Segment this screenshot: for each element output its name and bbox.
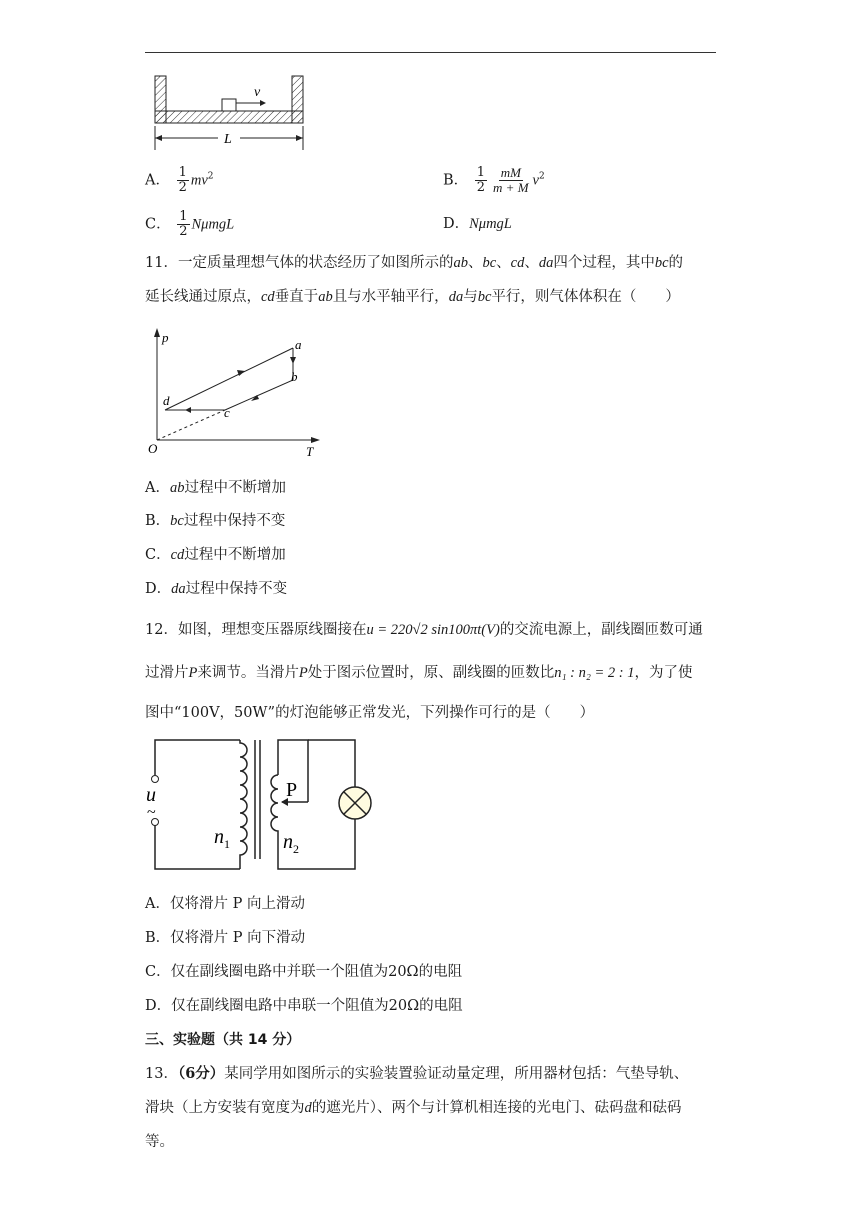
box-slider-figure (150, 72, 310, 152)
T-axis-label: T (306, 444, 314, 459)
p-t-diagram (145, 325, 325, 460)
q11-option-b: B．bc过程中保持不变 (145, 513, 286, 529)
transformer-circuit (145, 735, 375, 875)
q11-stem-line2: 延长线通过原点，cd垂直于ab且与水平轴平行，da与bc平行，则气体体积在（ ） (145, 289, 680, 305)
P-label: P (286, 779, 298, 801)
q12-option-c: C．仅在副线圈电路中并联一个阻值为20Ω的电阻 (145, 964, 463, 980)
q11-option-a: A．ab过程中不断增加 (145, 480, 286, 496)
v-label: v (254, 85, 261, 100)
origin-label: O (148, 441, 158, 456)
point-c: c (224, 405, 230, 420)
q12-option-b: B．仅将滑片 P 向下滑动 (145, 930, 306, 946)
q11-stem-line1: 11．一定质量理想气体的状态经历了如图所示的ab、bc、cd、da四个过程，其中bc的 (145, 255, 684, 271)
ac-tilde: ~ (147, 804, 156, 821)
q12-stem-line1: 12．如图，理想变压器原线圈接在u = 220√2 sin100πt(V)的交流电源上，副线圈匝数可通 (145, 622, 703, 638)
q11-option-c: C．cd过程中不断增加 (145, 547, 286, 563)
q11-option-d: D．da过程中保持不变 (145, 581, 288, 597)
point-b: b (291, 369, 298, 384)
q13-stem-line2: 滑块（上方安装有宽度为d的遮光片）、两个与计算机相连接的光电门、砝码盘和砝码 (145, 1100, 682, 1116)
q10-option-c: C． $\frac{1}{2}$ NμmgL (145, 209, 235, 239)
q12-stem-line3: 图中“100V，50W”的灯泡能够正常发光，下列操作可行的是（ ） (145, 705, 595, 721)
q10-option-b: B． $\frac{1}{2}$ $\frac{mM}{m + M}$ $v^2$ (443, 165, 545, 195)
L-label: L (224, 132, 232, 147)
n2-label: $n_2$ (283, 831, 299, 856)
n1-label: $n_1$ (214, 826, 230, 851)
slider-block (222, 99, 236, 111)
point-a: a (295, 337, 302, 352)
q12-stem-line2: 过滑片P来调节。当滑片P处于图示位置时，原、副线圈的匝数比n₁ : n₂ = 2 : 1，为了使 (145, 665, 693, 681)
section-title: 三、实验题（共 14 分） (145, 1032, 301, 1048)
q13-stem-line1: 13．（6分）某同学用如图所示的实验装置验证动量定理，所用器材包括：气垫导轨、 (145, 1065, 689, 1082)
q10-option-d: D．NμmgL (443, 216, 512, 232)
p-axis-label: p (162, 330, 169, 345)
q10-option-a: A． $\frac{1}{2}$ $mv^2$ (145, 165, 214, 195)
q13-stem-line3: 等。 (145, 1134, 174, 1150)
primary-coil (240, 740, 247, 869)
q12-option-d: D．仅在副线圈电路中串联一个阻值为20Ω的电阻 (145, 998, 463, 1014)
u-label: u (146, 784, 156, 806)
header-rule (145, 52, 716, 53)
point-d: d (163, 393, 170, 408)
secondary-coil (271, 775, 355, 869)
q12-option-a: A．仅将滑片 P 向上滑动 (145, 896, 305, 912)
